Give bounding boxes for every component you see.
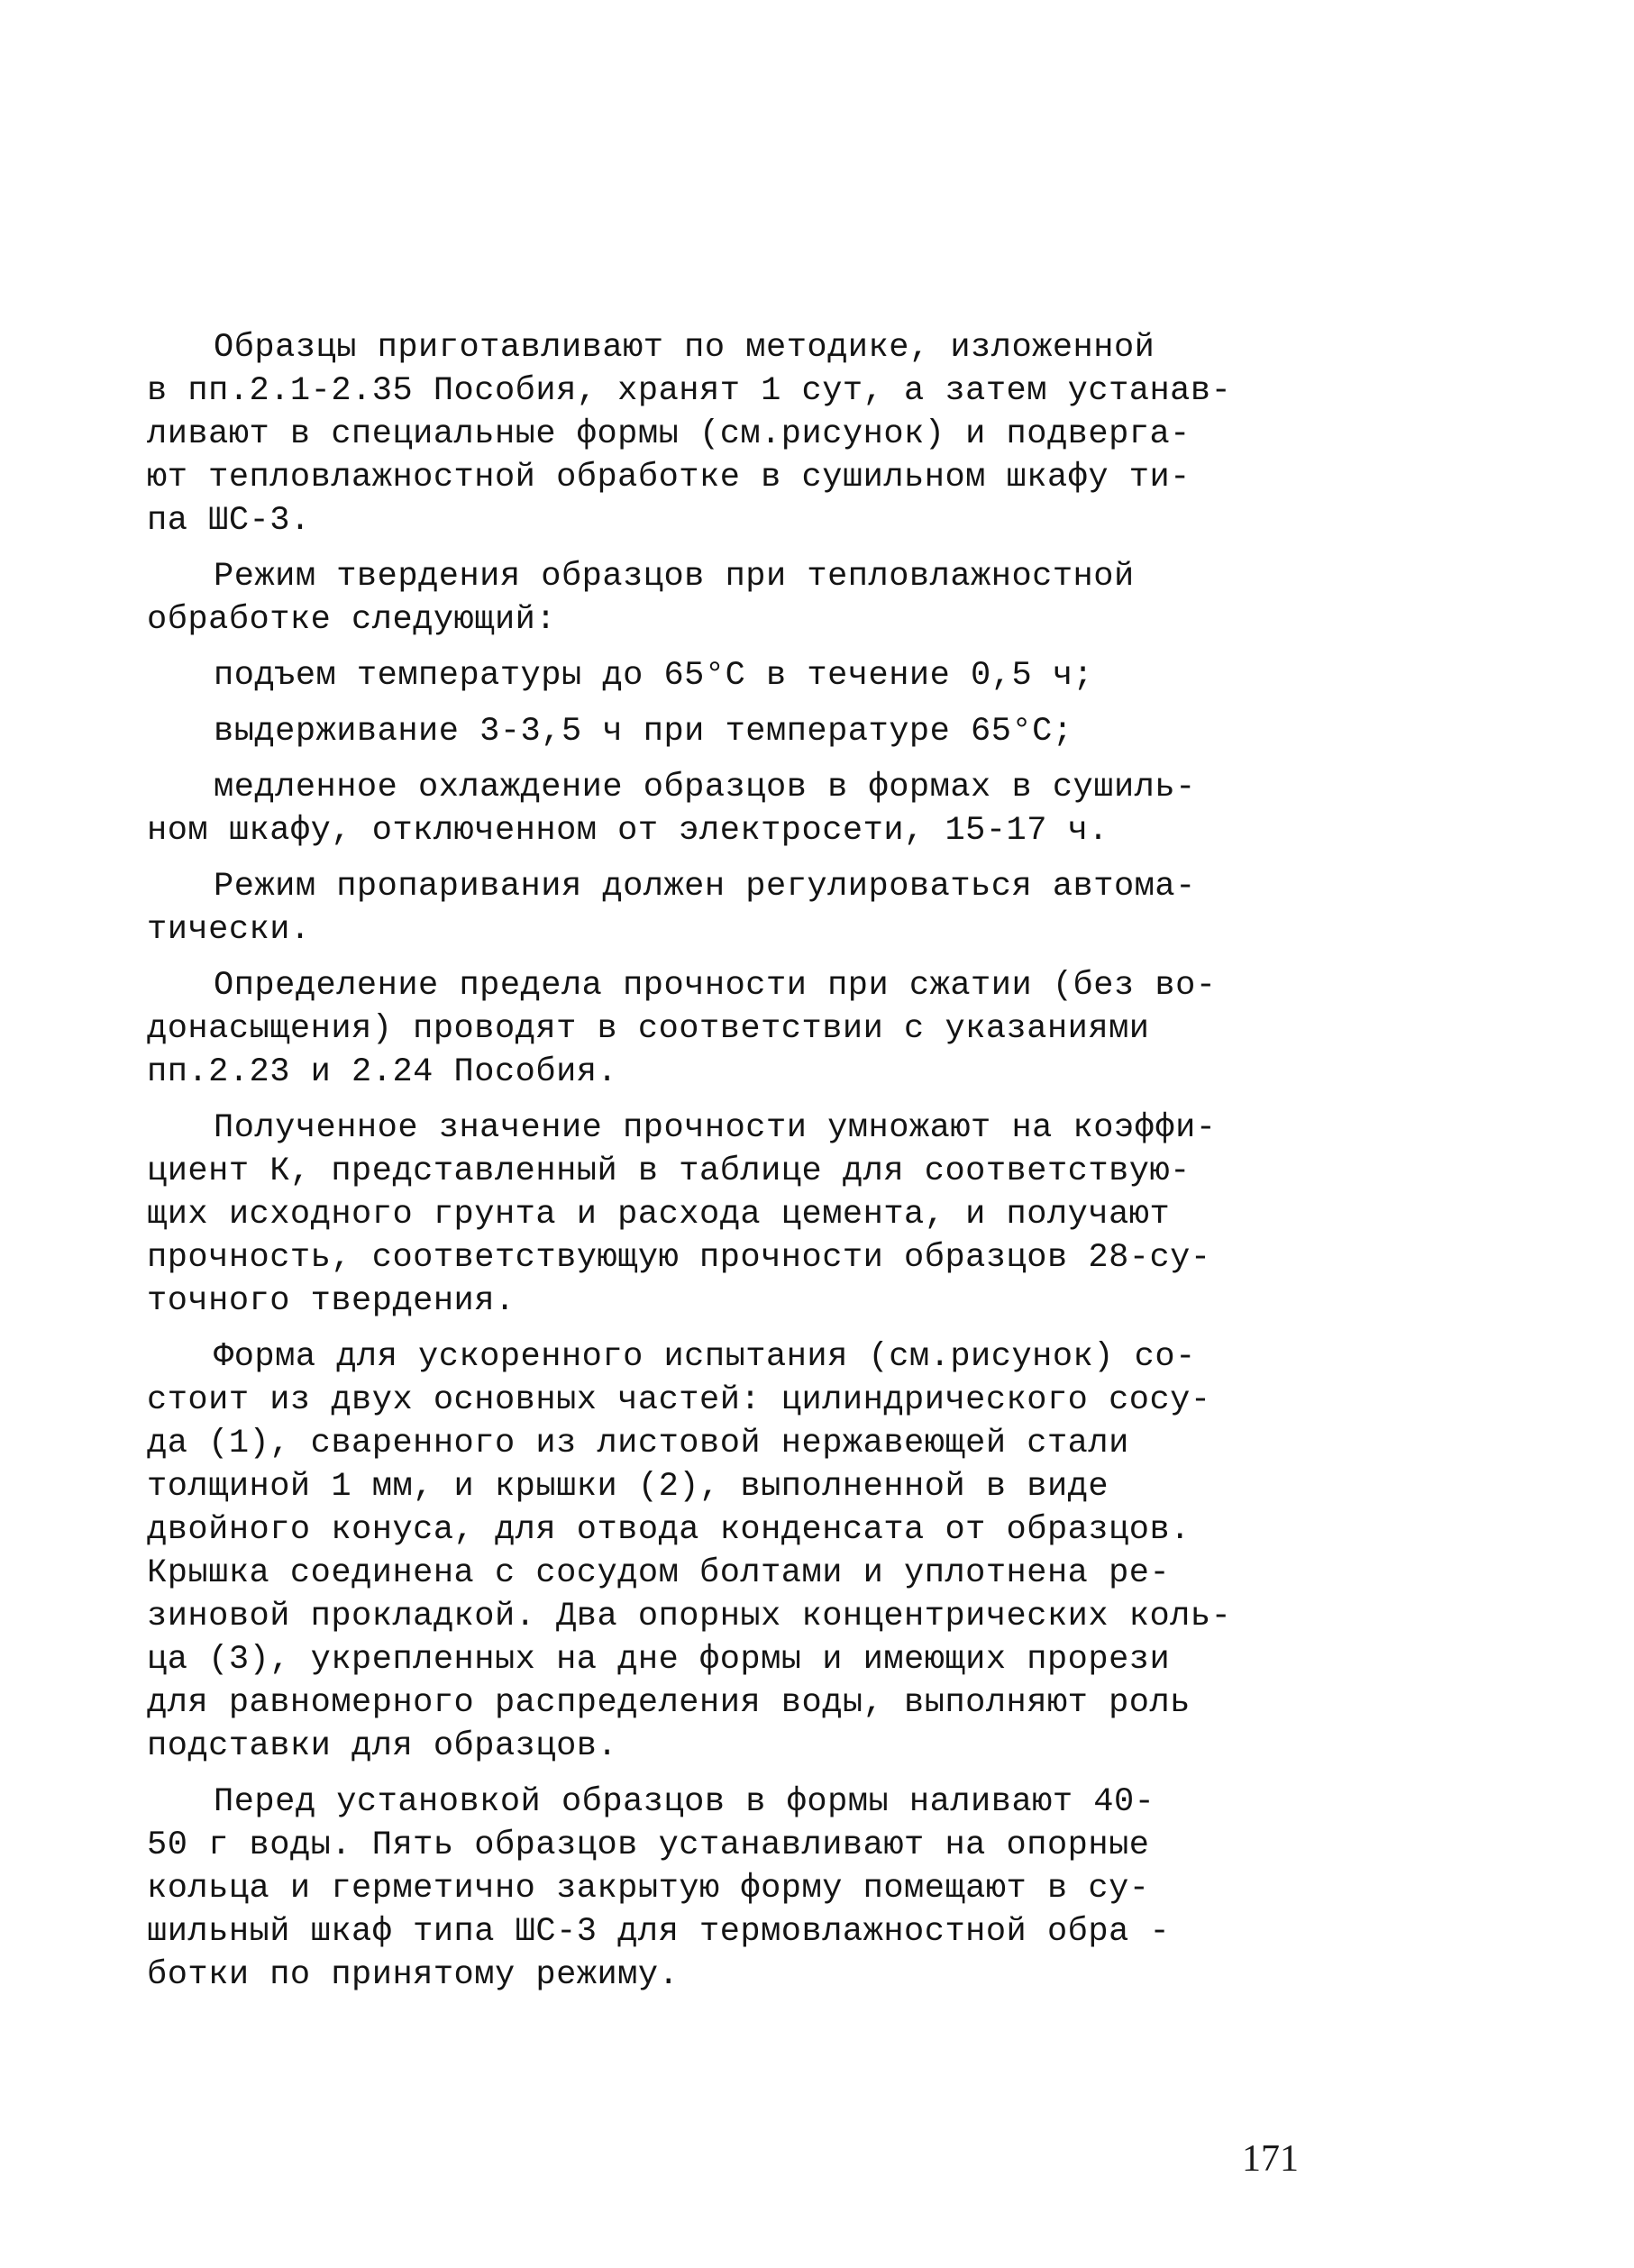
- text-line: медленное охлаждение образцов в формах в сушиль-: [214, 769, 1196, 806]
- text-line: ботки по принятому режиму.: [147, 1956, 680, 1994]
- page-number: 171: [1242, 2138, 1299, 2180]
- text-line: па ШС-3.: [147, 502, 311, 540]
- paragraph-steaming-mode: [147, 865, 1319, 952]
- text-line: ливают в специальные формы (см.рисунок) и подверга-: [147, 415, 1191, 453]
- text-line: тически.: [147, 911, 311, 949]
- paragraph-sample-preparation: [147, 326, 1319, 542]
- text-line: да (1), сваренного из листовой нержавеющей стали: [147, 1425, 1129, 1462]
- text-line: шильный шкаф типа ШС-3 для термовлажностной обра -: [147, 1913, 1171, 1951]
- text-line: донасыщения) проводят в соответствии с указаниями: [147, 1010, 1150, 1048]
- text-line: подъем температуры до 65°С в течение 0,5 ч;: [214, 657, 1094, 695]
- body-text: [147, 326, 1319, 2009]
- text-line: зиновой прокладкой. Два опорных концентрических коль-: [147, 1598, 1232, 1635]
- paragraph-cooling: [147, 766, 1319, 852]
- text-line: ном шкафу, отключенном от электросети, 15-17 ч.: [147, 812, 1109, 850]
- text-line: прочность, соответствующую прочности образцов 28-су-: [147, 1239, 1211, 1277]
- text-line: обработке следующий:: [147, 601, 557, 639]
- text-line: точного твердения.: [147, 1282, 516, 1320]
- paragraph-hardening-mode: [147, 555, 1319, 642]
- text-line: выдерживание 3-3,5 ч при температуре 65°С;: [214, 713, 1073, 751]
- text-line: Крышка соединена с сосудом болтами и уплотнена ре-: [147, 1554, 1171, 1592]
- text-line: Перед установкой образцов в формы наливают 40-: [214, 1783, 1155, 1821]
- text-line: щих исходного грунта и расхода цемента, и получают: [147, 1196, 1171, 1234]
- text-line: пп.2.23 и 2.24 Пособия.: [147, 1053, 618, 1091]
- paragraph-temperature-rise: [147, 654, 1319, 697]
- text-line: толщиной 1 мм, и крышки (2), выполненной в виде: [147, 1468, 1109, 1506]
- text-line: Форма для ускоренного испытания (см.рисунок) со-: [214, 1338, 1196, 1376]
- paragraph-compression-strength: [147, 964, 1319, 1094]
- text-line: Образцы приготавливают по методике, изложенной: [214, 329, 1155, 367]
- text-line: кольца и герметично закрытую форму помещают в су-: [147, 1870, 1150, 1908]
- paragraph-holding: [147, 710, 1319, 753]
- text-line: Режим твердения образцов при тепловлажностной: [214, 558, 1135, 596]
- text-line: подставки для образцов.: [147, 1727, 618, 1765]
- text-line: ют тепловлажностной обработке в сушильном шкафу ти-: [147, 459, 1191, 496]
- text-line: для равномерного распределения воды, выполняют роль: [147, 1684, 1191, 1722]
- paragraph-water-filling: [147, 1781, 1319, 1997]
- text-line: в пп.2.1-2.35 Пособия, хранят 1 сут, а затем устанав-: [147, 372, 1232, 410]
- text-line: 50 г воды. Пять образцов устанавливают на опорные: [147, 1826, 1150, 1864]
- paragraph-accelerated-test-form: [147, 1335, 1319, 1768]
- text-line: циент К, представленный в таблице для соответствую-: [147, 1152, 1191, 1190]
- text-line: Режим пропаривания должен регулироваться автома-: [214, 868, 1196, 906]
- text-line: Полученное значение прочности умножают на коэффи-: [214, 1109, 1217, 1147]
- text-line: двойного конуса, для отвода конденсата от образцов.: [147, 1511, 1191, 1549]
- text-line: ца (3), укрепленных на дне формы и имеющих прорези: [147, 1641, 1171, 1679]
- text-line: стоит из двух основных частей: цилиндрического сосу-: [147, 1381, 1211, 1419]
- text-line: Определение предела прочности при сжатии (без во-: [214, 967, 1217, 1005]
- paragraph-coefficient: [147, 1107, 1319, 1323]
